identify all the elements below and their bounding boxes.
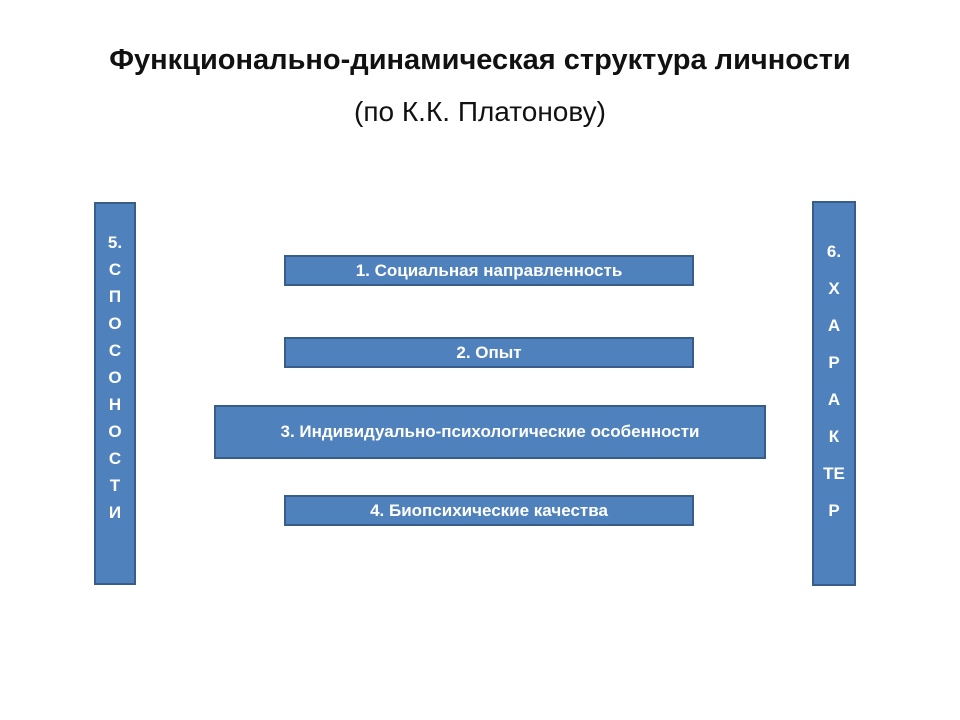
level-box-experience: 2. Опыт — [284, 337, 694, 368]
character-letter: Р — [828, 353, 840, 372]
abilities-letter: П — [108, 287, 122, 306]
character-letter: К — [828, 427, 840, 446]
abilities-letter: С — [108, 449, 122, 468]
level-box-individual-psychological: 3. Индивидуально-психологические особенности — [214, 405, 766, 459]
abilities-column — [94, 202, 136, 585]
abilities-letter: О — [108, 368, 122, 387]
character-column — [812, 201, 856, 586]
abilities-letter: С — [108, 341, 122, 360]
character-letter: 6. — [826, 242, 842, 261]
diagram-title: Функционально-динамическая структура личности — [109, 44, 851, 76]
character-letter: Х — [828, 279, 840, 298]
abilities-letter: Т — [109, 476, 121, 495]
abilities-letter: И — [108, 503, 122, 522]
character-letter: ТЕ — [823, 464, 845, 483]
diagram-subtitle: (по К.К. Платонову) — [354, 96, 606, 127]
character-letter: Р — [828, 501, 840, 520]
level-box-biopsychic: 4. Биопсихические качества — [284, 495, 694, 526]
abilities-letter: О — [108, 314, 122, 333]
abilities-letter: 5. — [107, 233, 123, 252]
character-letter: А — [827, 316, 841, 335]
abilities-letter: С — [108, 260, 122, 279]
character-letter: А — [827, 390, 841, 409]
abilities-letter: Н — [108, 395, 122, 414]
level-box-social-orientation: 1. Социальная направленность — [284, 255, 694, 286]
abilities-letter: О — [108, 422, 122, 441]
